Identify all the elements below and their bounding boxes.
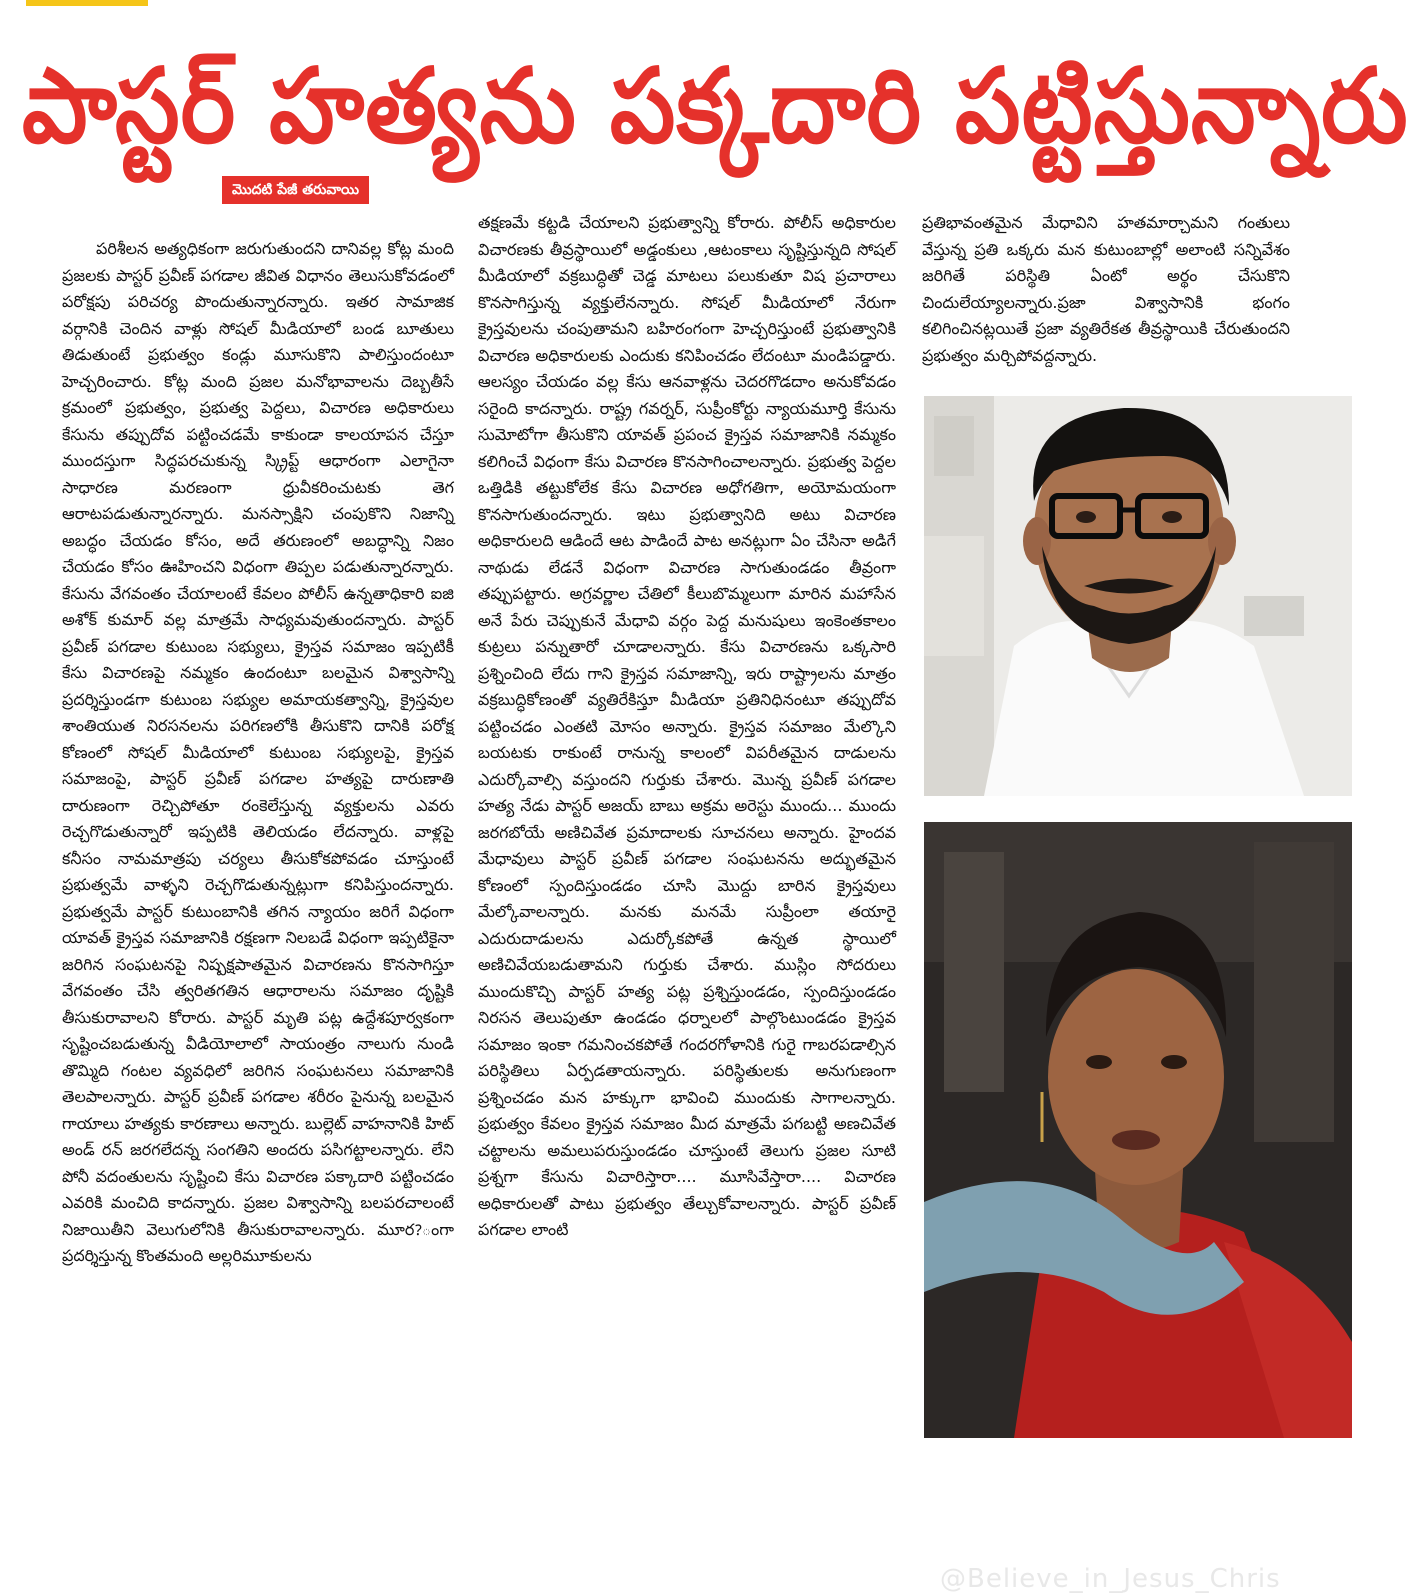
photo-man-with-glasses	[924, 396, 1352, 796]
article-column-2	[478, 210, 896, 1244]
photo-woman-speaking	[924, 822, 1352, 1594]
portrait-illustration	[924, 396, 1352, 796]
column-3-text: ప్రతిభావంతమైన మేధావిని హతమార్చామని గంతులు వేస్తున్న ప్రతి ఒక్కరు మన కుటుంబాల్లో అలాంటి సన్నివేశం జరిగితే పరిస్థితి ఏంటో అర్థం చేసుకొని చిందులేయ్యాలన్నారు.ప్రజా విశ్వాసానికి భంగం కలిగించినట్లయితే ప్రజా వ్యతిరేకత తీవ్రస్థాయికి చేరుతుందని ప్రభుత్వం మర్చిపోవద్దన్నారు.	[922, 213, 1290, 365]
column-2-text: తక్షణమే కట్టడి చేయాలని ప్రభుత్వాన్ని కోరారు. పోలీస్ అధికారుల విచారణకు తీవ్రస్థాయిలో అడ్డంకులు ,ఆటంకాలు సృష్టిస్తున్నది సోషల్ మీడియాలో వక్రబుద్ధితో చెడ్డ మాటలు పలుకుతూ విష ప్రచారాలు కొనసాగిస్తున్న వ్యక్తులేనన్నారు. సోషల్ మీడియాలో నేరుగా క్రైస్తవులను చంపుతామని బహిరంగంగా హెచ్చరిస్తుంటే ప్రభుత్వానికి విచారణ అధికారులకు ఎందుకు కనిపించడం లేదంటూ మండిపడ్డారు. ఆలస్యం చేయడం వల్ల కేసు ఆనవాళ్లను చెదరగొడదాం అనుకోవడం సరైంది కాదన్నారు. రాష్ట్ర గవర్నర్, సుప్రీంకోర్టు న్యాయమూర్తి కేసును సుమోటోగా తీసుకొని యావత్ ప్రపంచ క్రైస్తవ సమాజానికి నమ్మకం కలిగించే విధంగా కేసు విచారణ కొనసాగించాలన్నారు. ప్రభుత్వ పెద్దల ఒత్తిడికి తట్టుకోలేక కేసు విచారణ అధోగతిగా, అయోమయంగా కొనసాగుతుందన్నారు. ఇటు ప్రభుత్వానిది అటు విచారణ అధికారులది ఆడిందే ఆట పాడిందే పాట అనట్లుగా ఏం చేసినా అడిగే నాథుడు లేడనే విధంగా విచారణ సాగుతుండడం తీవ్రంగా తప్పుపట్టారు. అగ్రవర్ణాల చేతిలో కీలుబొమ్మలుగా మారిన మహాసేన అనే పేరు చెప్పుకునే మేధావి వర్గం పెద్ద మనుషులు ఇంకెంతకాలం కుట్రలు పన్నుతారో చూడాలన్నారు. కేసు విచారణను ఒక్కసారి ప్రశ్నించింది లేదు గాని క్రైస్తవ సమాజాన్ని, ఇరు రాష్ట్రాలను మాత్రం వక్రబుద్ధికోణంతో వ్యతిరేకిస్తూ మీడియా ప్రతినిధినంటూ తప్పుదోవ పట్టించడం ఎంతటి మోసం అన్నారు. క్రైస్తవ సమాజం మేల్కొని బయటకు రాకుంటే రానున్న కాలంలో విపరీతమైన దాడులను ఎదుర్కోవాల్సి వస్తుందని గుర్తుకు చేశారు. మొన్న ప్రవీణ్ పగడాల హత్య నేడు పాస్టర్ అజయ్ బాబు అక్రమ అరెస్టు ముందు... ముందు జరగబోయే అణిచివేత ప్రమాదాలకు సూచనలు అన్నారు. హైందవ మేధావులు పాస్టర్ ప్రవీణ్ పగడాల సంఘటనను అద్భుతమైన కోణంలో స్పందిస్తుండడం చూసి మొద్దు బారిన క్రైస్తవులు మేల్కోవాలన్నారు. మనకు మనమే సుప్రీంలా తయారై ఎదురుదాడులను ఎదుర్కోకపోతే ఉన్నత స్థాయిలో అణిచివేయబడుతామని గుర్తుకు చేశారు. ముస్లిం సోదరులు ముందుకొచ్చి పాస్టర్ హత్య పట్ల ప్రశ్నిస్తుండడం, స్పందిస్తుండడం నిరసన తెలుపుతూ ఉండడం ధర్నాలలో పాల్గొంటుండడం క్రైస్తవ సమాజం ఇంకా గమనించకపోతే గందరగోళానికి గురై గాబరపడాల్సిన పరిస్థితిలు ఏర్పడతాయన్నారు. పరిస్థితులకు అనుగుణంగా ప్రశ్నించడం మన హక్కుగా భావించి ముందుకు సాగాలన్నారు. ప్రభుత్వం కేవలం క్రైస్తవ సమాజం మీద మాత్రమే పగబట్టి అణచివేత చట్టాలను అమలుపరుస్తుండడం చూస్తుంటే తెలుగు ప్రజల సూటి ప్రశ్నగా కేసును విచారిస్తారా.... మూసివేస్తారా.... విచారణ అధికారులతో పాటు ప్రభుత్వం తేల్చుకోవాలన్నారు. పాస్టర్ ప్రవీణ్ పగడాల లాంటి	[478, 213, 896, 1239]
column-1-text: పరిశీలన అత్యధికంగా జరుగుతుందని దానివల్ల కోట్ల మంది ప్రజలకు పాస్టర్ ప్రవీణ్ పగడాల జీవిత విధానం తెలుసుకోవడంలో పరోక్షపు పరిచర్య పొందుతున్నారన్నారు. ఇతర సామాజిక వర్గానికి చెందిన వాళ్లు సోషల్ మీడియాలో బండ బూతులు తిడుతుంటే ప్రభుత్వం కండ్లు మూసుకొని పాలిస్తుందంటూ హెచ్చరించారు. కోట్ల మంది ప్రజల మనోభావాలను దెబ్బతీసే క్రమంలో ప్రభుత్వం, ప్రభుత్వ పెద్దలు, విచారణ అధికారులు కేసును తప్పుదోవ పట్టించడమే కాకుండా కాలయాపన చేస్తూ ముందస్తుగా సిద్ధపరచుకున్న స్క్రిప్ట్ ఆధారంగా ఎలాగైనా సాధారణ మరణంగా ధ్రువీకరించుటకు తెగ ఆరాటపడుతున్నారన్నారు. మనస్సాక్షిని చంపుకొని నిజాన్ని అబద్ధం చేయడం కోసం, అదే తరుణంలో అబద్ధాన్ని నిజం చేయడం కోసం ఊహించని విధంగా తిప్పల పడుతున్నారన్నారు. కేసును వేగవంతం చేయాలంటే కేవలం పోలీస్ ఉన్నతాధికారి ఐజి అశోక్ కుమార్ వల్ల మాత్రమే సాధ్యమవుతుందన్నారు. పాస్టర్ ప్రవీణ్ పగడాల కుటుంబ సభ్యులు, క్రైస్తవ సమాజం ఇప్పటికీ కేసు విచారణపై నమ్మకం ఉందంటూ బలమైన విశ్వాసాన్ని ప్రదర్శిస్తుండగా కుటుంబ సభ్యుల అమాయకత్వాన్ని, క్రైస్తవుల శాంతియుత నిరసనలను పరిగణలోకి తీసుకొని దానికి పరోక్ష కోణంలో సోషల్ మీడియాలో కుటుంబ సభ్యులపై, క్రైస్తవ సమాజంపై, పాస్టర్ ప్రవీణ్ పగడాల హత్యపై దారుణాతి దారుణంగా రెచ్చిపోతూ రంకెలేస్తున్న వ్యక్తులను ఎవరు రెచ్చగొడుతున్నారో ఇప్పటికి తెలియడం లేదన్నారు. వాళ్లపై కనీసం నామమాత్రపు చర్యలు తీసుకోకపోవడం చూస్తుంటే ప్రభుత్వమే వాళ్ళని రెచ్చగొడుతున్నట్లుగా కనిపిస్తుందన్నారు. ప్రభుత్వమే పాస్టర్ కుటుంబానికి తగిన న్యాయం జరిగే విధంగా యావత్ క్రైస్తవ సమాజానికి రక్షణగా నిలబడే విధంగా ఇప్పటికైనా జరిగిన సంఘటనపై నిష్పక్షపాతమైన విచారణను కొనసాగిస్తూ వేగవంతం చేసి త్వరితగతిన ఆధారాలను సమాజం దృష్టికి తీసుకురావాలని కోరారు. పాస్టర్ మృతి పట్ల ఉద్దేశపూర్వకంగా సృష్టించబడుతున్న వీడియోలాలో సాయంత్రం నాలుగు నుండి తొమ్మిది గంటల వ్యవధిలో జరిగిన సంఘటనలు సమాజానికి తెలపాలన్నారు. పాస్టర్ ప్రవీణ్ పగడాల శరీరం పైనున్న బలమైన గాయాలు హత్యకు కారణాలు అన్నారు. బుల్లెట్ వాహనానికి హిట్ అండ్ రన్ జరగలేదన్న సంగతిని అందరు పసిగట్టాలన్నారు. లేని పోనీ వదంతులను సృష్టించి కేసు విచారణ పక్కాదారి పట్టించడం ఎవరికి మంచిది కాదన్నారు. ప్రజల విశ్వాసాన్ని బలపరచాలంటే నిజాయితీని వెలుగులోనికి తీసుకురావాలన్నారు. మూర?ంగా ప్రదర్శిస్తున్న కొంతమంది అల్లరిమూకులను	[62, 239, 454, 1265]
watermark-text: @Believe_in_Jesus_Chris	[940, 1564, 1281, 1594]
article-column-3	[922, 210, 1290, 369]
woman-illustration	[924, 822, 1352, 1438]
article-column-1	[62, 236, 454, 1270]
headline: పాస్టర్ హత్యను పక్కదారి పట్టిస్తున్నారు	[22, 46, 1409, 167]
continuation-label: మొదటి పేజీ తరువాయి	[222, 176, 369, 204]
section-tab	[26, 0, 148, 6]
